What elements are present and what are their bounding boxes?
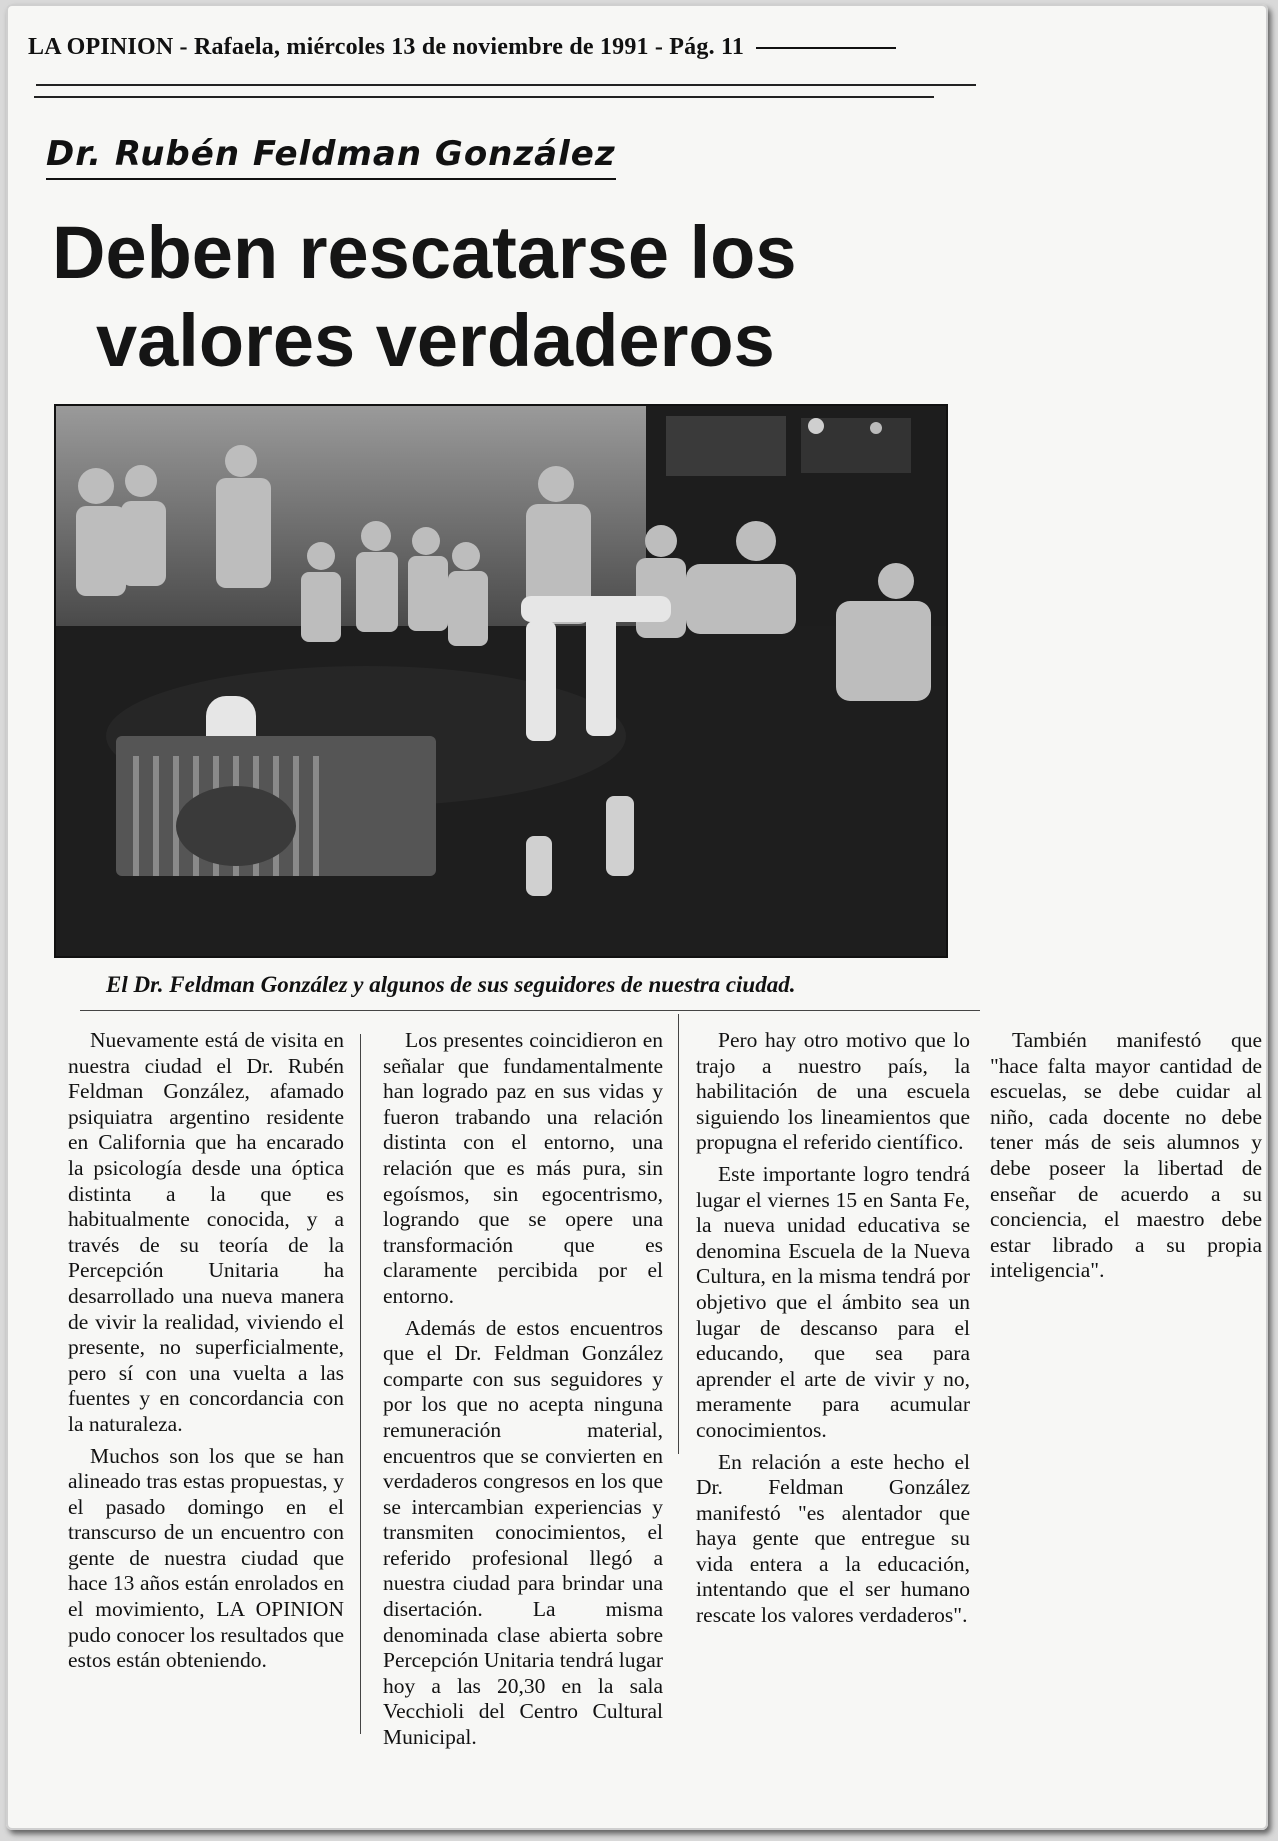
masthead bbox=[28, 34, 908, 61]
paragraph: Muchos son los que se han alineado tras estas propuestas, y el pasado domingo en el transcurso de un encuentro con gente de nuestra ciudad que hace 13 años están enrolados en el movimiento, LA OPINION pudo conocer los resultados que estos están obteniendo. bbox=[68, 1443, 344, 1673]
article-column-2 bbox=[383, 1028, 663, 1757]
paragraph: Además de estos encuentros que el Dr. Feldman González comparte con sus seguidores y por los que no acepta ninguna remuneración material, encuentros que se convierten en verdaderos congresos en los que se intercambian experiencias y transmiten conocimientos, el referido profesional llegó a nuestra ciudad para brindar una disertación. La misma denominada clase abierta sobre Percepción Unitaria tendrá lugar hoy a las 20,30 en la sala Vecchioli del Centro Cultural Municipal. bbox=[383, 1315, 663, 1750]
top-rule bbox=[36, 84, 976, 86]
newspaper-clipping bbox=[6, 4, 1268, 1830]
paragraph: Los presentes coincidieron en señalar que fundamentalmente han logrado paz en sus vidas y fueron trabando una relación distinta con el entorno, una relación que es más pura, sin egoísmos, sin egocentrismo, logrando que se opere una transformación que es claramente percibida por el entorno. bbox=[383, 1028, 663, 1308]
masthead-rule bbox=[756, 47, 896, 49]
headline-line-2: valores verdaderos bbox=[96, 299, 775, 382]
paragraph: También manifestó que "hace falta mayor cantidad de escuelas, se debe cuidar al niño, cada docente no debe tener más de seis alumnos y debe poseer la libertad de enseñar de acuerdo a su conciencia, el maestro debe estar librado a su propia inteligencia". bbox=[990, 1028, 1262, 1283]
column-divider-1 bbox=[360, 1034, 361, 1734]
column-divider-2 bbox=[678, 1014, 679, 1454]
article-column-3 bbox=[696, 1028, 970, 1635]
top-rule-2 bbox=[34, 96, 934, 98]
paragraph: Este importante logro tendrá lugar el viernes 15 en Santa Fe, la nueva unidad educativa se denomina Escuela de la Nueva Cultura, en la misma tendrá por objetivo que el ámbito sea un lugar de descanso para el educando, que sea para aprender el arte de vivir y no, meramente para acumular conocimientos. bbox=[696, 1161, 970, 1442]
headline-line-1: Deben rescatarse los bbox=[52, 211, 797, 294]
paragraph: En relación a este hecho el Dr. Feldman González manifestó "es alentador que haya gente que entregue su vida entera a la educación, intentando que el ser humano rescate los valores verdaderos". bbox=[696, 1449, 970, 1628]
group-photo-image bbox=[56, 406, 946, 956]
paragraph: Pero hay otro motivo que lo trajo a nuestro país, la habilitación de una escuela siguiendo los lineamientos que propugna el referido científico. bbox=[696, 1028, 970, 1155]
byline: Dr. Rubén Feldman González bbox=[46, 134, 616, 180]
article-column-4 bbox=[990, 1028, 1262, 1290]
caption-rule bbox=[80, 1010, 980, 1011]
photo-caption: El Dr. Feldman González y algunos de sus seguidores de nuestra ciudad. bbox=[106, 972, 796, 997]
article-column-1 bbox=[68, 1028, 344, 1680]
paragraph: Nuevamente está de visita en nuestra ciudad el Dr. Rubén Feldman González, afamado psiquiatra argentino residente en California que ha encarado la psicología desde una óptica distinta a la que es habitualmente conocida, y a través de su teoría de la Percepción Unitaria ha desarrollado una nueva manera de vivir la realidad, viviendo el presente, no superficialmente, pero sí con una vuelta a las fuentes y en concordancia con la naturaleza. bbox=[68, 1028, 344, 1436]
headline bbox=[52, 209, 932, 385]
masthead-text: LA OPINION - Rafaela, miércoles 13 de noviembre de 1991 - Pág. 11 bbox=[28, 34, 745, 60]
group-photo bbox=[54, 404, 948, 958]
